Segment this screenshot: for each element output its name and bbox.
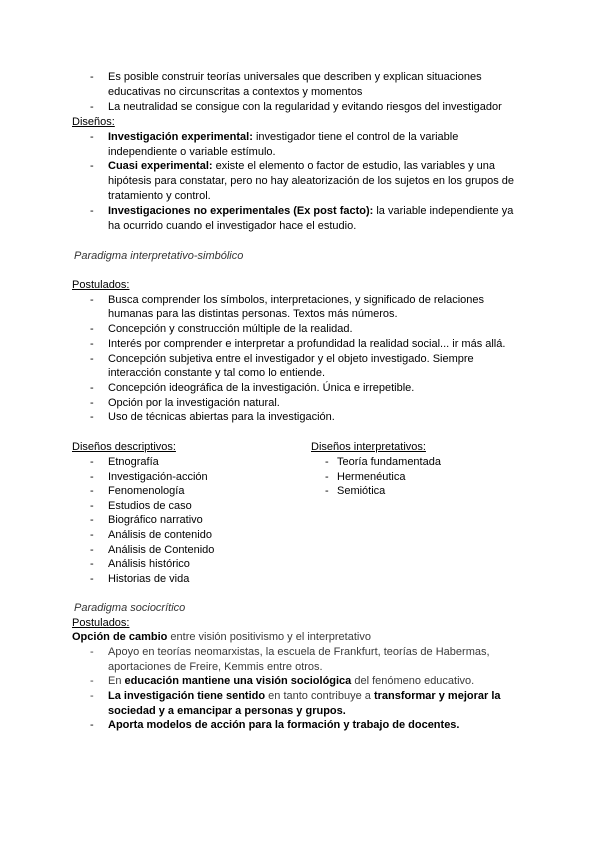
postulados-heading: Postulados:: [72, 617, 130, 629]
disenos-heading: Diseños:: [72, 116, 115, 128]
bullet: -: [90, 675, 94, 687]
bullet: -: [325, 485, 329, 498]
bullet: -: [90, 690, 94, 702]
bullet: -: [90, 160, 94, 172]
bullet: -: [90, 353, 94, 365]
bullet: -: [90, 397, 94, 409]
bullet: -: [90, 382, 94, 394]
bullet: -: [90, 411, 94, 423]
bullet: -: [90, 499, 94, 512]
bullet: -: [90, 131, 94, 143]
bullet: -: [325, 470, 329, 483]
opcion-line: Opción de cambio entre visión positivismo y el interpretativo: [72, 631, 371, 643]
bullet: -: [90, 101, 94, 113]
interpretativos-heading: Diseños interpretativos:: [311, 441, 426, 453]
bullet: -: [325, 456, 329, 468]
postulados-heading: Postulados:: [72, 279, 130, 291]
bullet: -: [90, 543, 94, 556]
bullet: -: [90, 71, 94, 83]
bullet: -: [90, 572, 94, 585]
bullet: -: [90, 646, 94, 658]
bullet: -: [90, 456, 94, 468]
bullet: -: [90, 470, 94, 483]
bullet: -: [90, 485, 94, 498]
bullet: -: [90, 514, 94, 527]
bullet: -: [90, 529, 94, 541]
descriptivos-heading: Diseños descriptivos:: [72, 441, 176, 453]
bullet: -: [90, 338, 94, 350]
section-title: Paradigma interpretativo-simbólico: [74, 250, 244, 262]
section-title: Paradigma sociocrítico: [74, 602, 186, 614]
bullet: -: [90, 719, 94, 731]
bullet: -: [90, 205, 94, 217]
bullet: -: [90, 323, 94, 335]
document-page: - Es posible construir teorías universales que describen y explican situaciones educativas no circunscritas a contextos y momentos - La neutralidad se consigue con la regularidad y evitando riesgos del investigador Diseños: - Investigación experimental: investigador tiene el control de la variable independiente o variable estímulo. - Cuasi experimental: existe el elemento o factor de estudio, las variables y una hipótesis para constatar, pero no hay aleatorización de los sujetos en los grupos de tratamiento y control. - Investigaciones no experimentales (Ex post facto): la variable independiente ya ha ocurrido cuando el investigador hace el estudio. Paradigma interpretativo-simbólico Postulados: - Busca comprender los símbolos, interpretaciones, y significado de relaciones humanas para las distintas personas. Textos más números. - Concepción y construcción múltiple de la realidad. - Interés por comprender e interpretar a profundidad la realidad social... ir más allá. - Concepción subjetiva entre el investigador y el objeto investigado. Siempre interacción constante y tal como lo entiende. - Concepción ideográfica de la investigación. Única e irrepetible. - Opción por la investigación natural. - Uso de técnicas abiertas para la investigación. Diseños descriptivos: Diseños interpretativos: - Etnografía - Investigación-acción - Fenomenología - Estudios de caso - Biográfico narrativo - Análisis de contenido - Análisis de Contenido - Análisis histórico - Historias de vida - Teoría fundamentada - Hermenéutica - Semiótica Paradigma sociocrítico Postulados: Opción de cambio entre visión positivismo y el interpretativo - Apoyo en teorías neomarxistas, la escuela de Frankfurt, teorías de Habermas, aportaciones de Freire, Kemmis entre otros. - En educación mantiene una visión sociológica del fenómeno educativo. - La investigación tiene sentido en tanto contribuye a transformar y mejorar la sociedad y a emancipar a personas y grupos. - Aporta modelos de acción para la formación y trabajo de docentes.: [72, 71, 515, 731]
bullet: -: [90, 294, 94, 306]
bullet: -: [90, 558, 94, 571]
